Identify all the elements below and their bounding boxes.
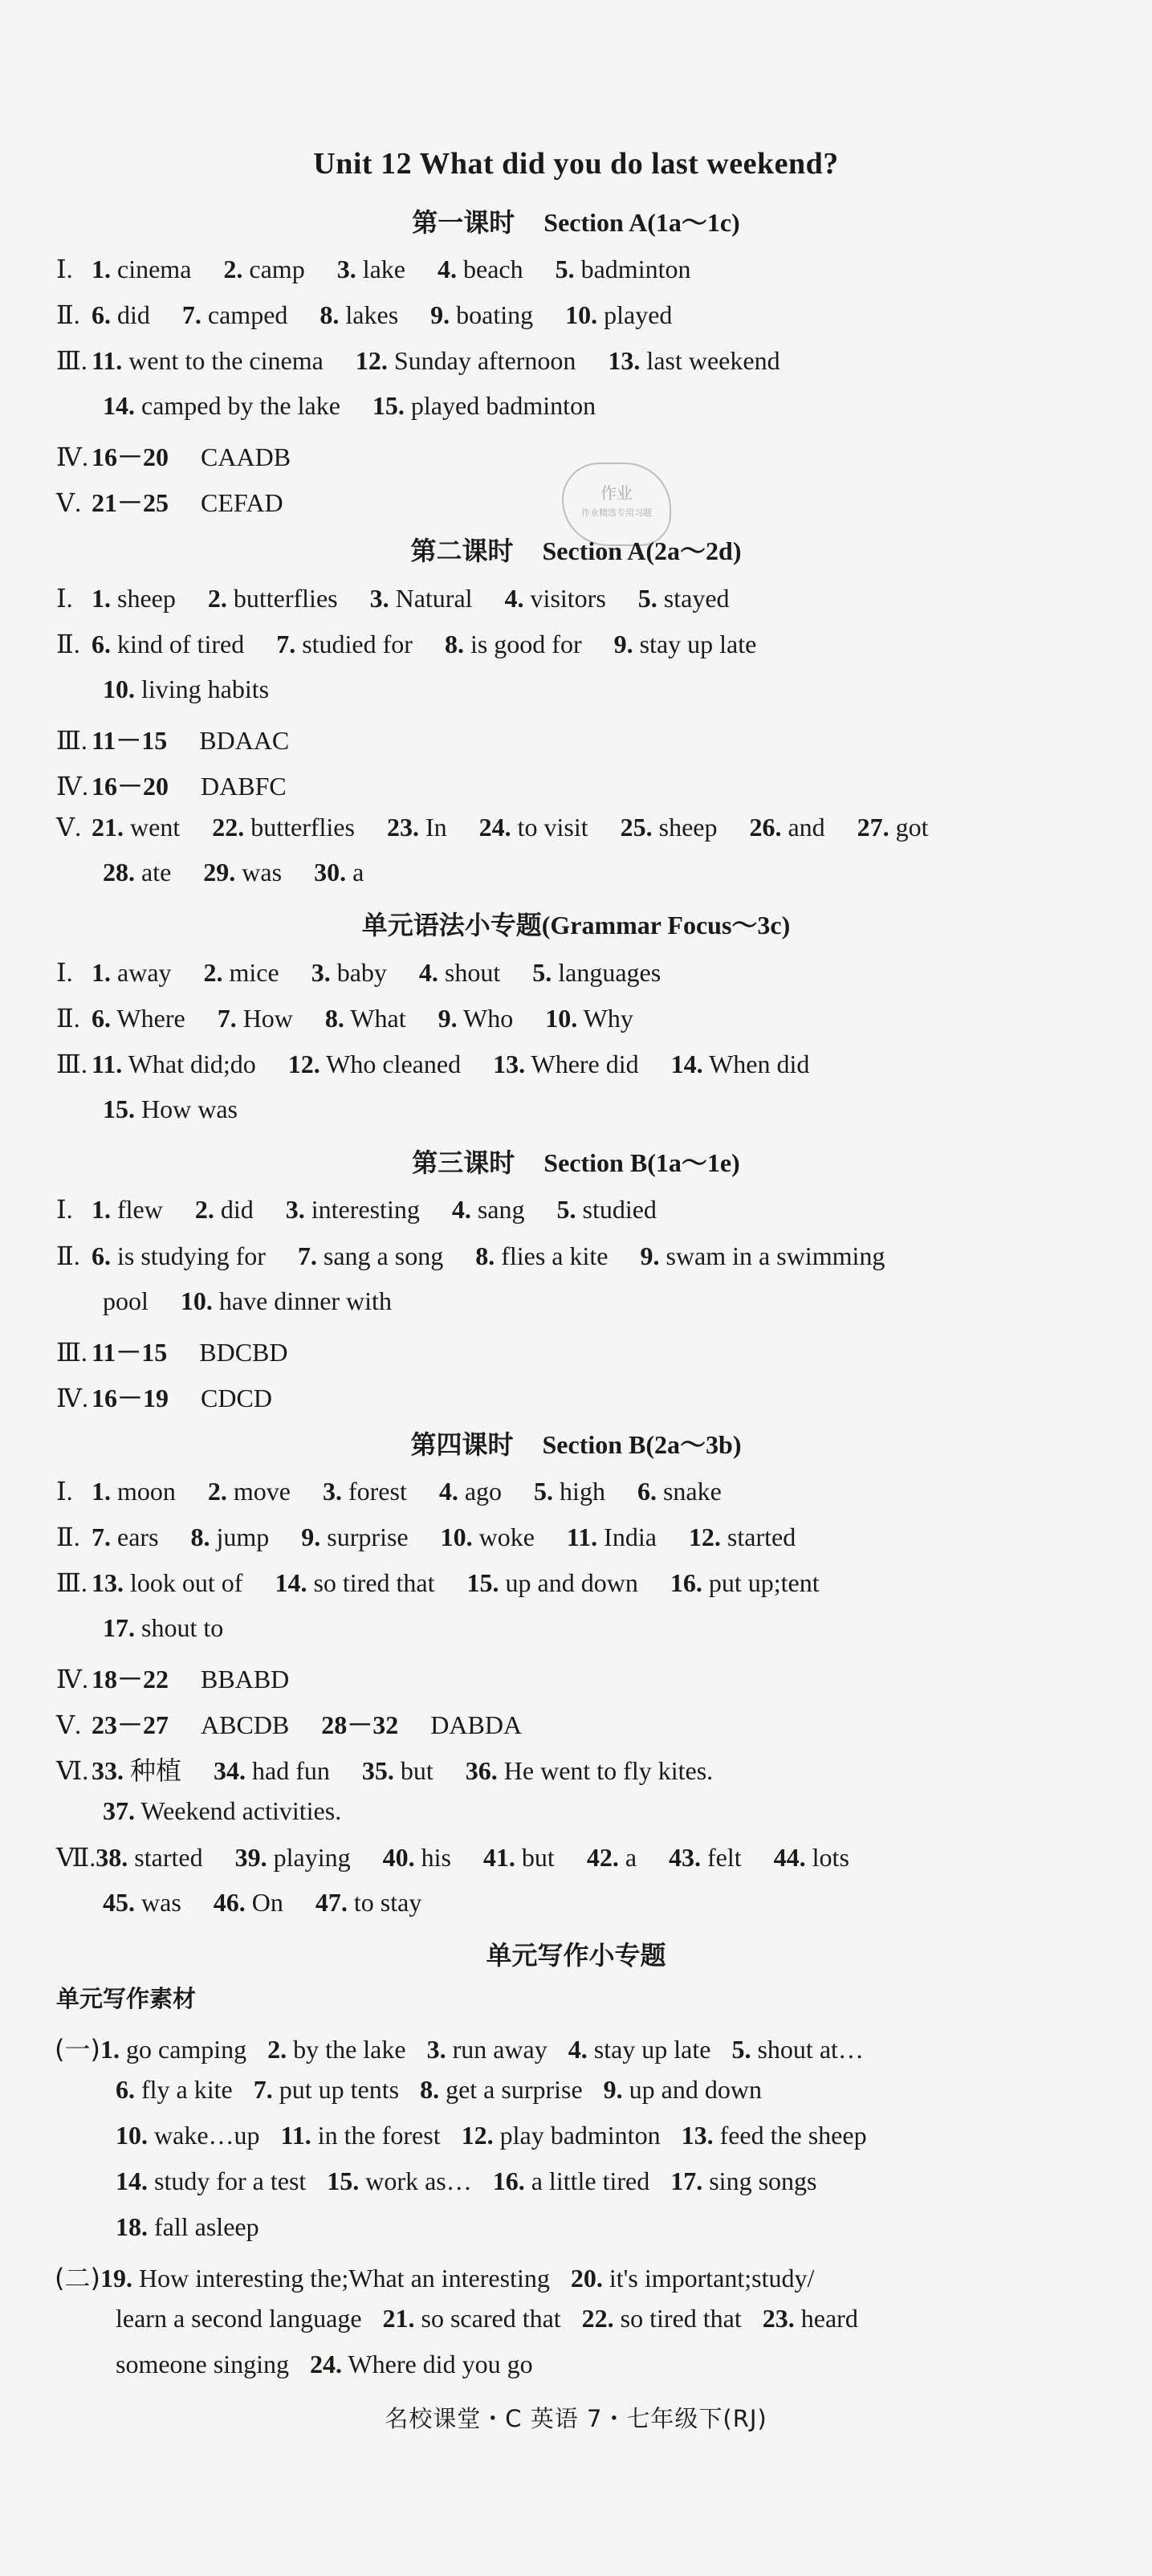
answer-line: 10. wake…up 11. in the forest 12. play badminton 13. feed the sheep <box>116 2121 867 2150</box>
section-heading-6: 单元写作小专题 <box>486 1940 666 1971</box>
answer-line: 28. ate 29. was 30. a <box>103 858 364 887</box>
answer-line: Ⅱ. 6. Where 7. How 8. What 9. Who 10. Why <box>56 1004 633 1033</box>
answer-line: Ⅴ. 21. went 22. butterflies 23. In 24. to visit 25. sheep 26. and 27. got <box>56 813 929 842</box>
answer-line: Ⅲ. 11－15 BDCBD <box>56 1338 288 1367</box>
answer-line: 37. Weekend activities. <box>103 1796 342 1825</box>
answer-line: Ⅰ. 1. flew 2. did 3. interesting 4. sang 5. studied <box>56 1195 657 1224</box>
answer-line: (二)19. How interesting the;What an interesting 20. it's important;study/ <box>55 2263 815 2293</box>
answer-line: Ⅳ. 16－20 CAADB <box>56 442 291 471</box>
answer-line: Ⅵ. 33. 种植 34. had fun 35. but 36. He went to fly kites. <box>56 1755 714 1786</box>
answer-line: someone singing 24. Where did you go <box>116 2350 533 2378</box>
answer-line: 15. How was <box>103 1094 238 1123</box>
answer-line: Ⅲ. 11. went to the cinema 12. Sunday afternoon 13. last weekend <box>56 346 780 375</box>
answer-line: Ⅳ. 16－19 CDCD <box>56 1384 272 1412</box>
answer-line: 14. study for a test 15. work as… 16. a little tired 17. sing songs <box>116 2166 817 2195</box>
answer-line: Ⅱ. 6. did 7. camped 8. lakes 9. boating 10. played <box>56 300 673 329</box>
answer-line: Ⅱ. 6. is studying for 7. sang a song 8. flies a kite 9. swam in a swimming <box>56 1241 885 1270</box>
answer-line: 18. fall asleep <box>116 2212 259 2241</box>
page-title: Unit 12 What did you do last weekend? <box>313 147 839 181</box>
answer-line: Ⅱ. 7. ears 8. jump 9. surprise 10. woke 11. India 12. started <box>56 1522 796 1551</box>
answer-line: (一)1. go camping 2. by the lake 3. run away 4. stay up late 5. shout at… <box>55 2034 864 2064</box>
answer-line: 17. shout to <box>103 1613 224 1642</box>
answer-line: 14. camped by the lake 15. played badminton <box>103 391 596 420</box>
answer-line: Ⅲ. 13. look out of 14. so tired that 15. up and down 16. put up;tent <box>56 1568 820 1597</box>
answer-line: Ⅳ. 18－22 BBABD <box>56 1665 290 1694</box>
page-footer: 名校课堂・C 英语 7・七年级下(RJ) <box>385 2405 767 2432</box>
answer-line: Ⅴ. 21－25 CEFAD <box>56 488 283 517</box>
answer-line: 10. living habits <box>103 675 270 703</box>
answer-line: Ⅰ. 1. moon 2. move 3. forest 4. ago 5. high 6. snake <box>56 1477 722 1506</box>
section-heading-3: 单元语法小专题(Grammar Focus～3c) <box>361 910 791 940</box>
answer-line: Ⅴ. 23－27 ABCDB 28－32 DABDA <box>56 1710 523 1739</box>
section-heading-5: 第四课时 Section B(2a～3b) <box>410 1429 742 1460</box>
answer-line: Ⅱ. 6. kind of tired 7. studied for 8. is good for 9. stay up late <box>56 630 757 658</box>
answer-line: Ⅲ. 11－15 BDAAC <box>56 726 290 755</box>
answer-line: Ⅰ. 1. away 2. mice 3. baby 4. shout 5. languages <box>56 958 661 987</box>
section-heading-1: 第一课时 Section A(1a～1c) <box>412 207 740 238</box>
answer-line: Ⅲ. 11. What did;do 12. Who cleaned 13. Where did 14. When did <box>56 1050 810 1078</box>
answer-line: Ⅰ. 1. sheep 2. butterflies 3. Natural 4. visitors 5. stayed <box>56 584 730 613</box>
answer-line: Ⅳ. 16－20 DABFC <box>56 772 287 801</box>
answer-line: Ⅶ.38. started 39. playing 40. his 41. but 42. a 43. felt 44. lots <box>56 1843 849 1872</box>
section-heading-2: 第二课时 Section A(2a～2d) <box>410 536 742 566</box>
answer-line: 6. fly a kite 7. put up tents 8. get a surprise 9. up and down <box>116 2075 762 2104</box>
answer-line: Ⅰ. 1. cinema 2. camp 3. lake 4. beach 5. badminton <box>56 255 691 283</box>
answer-line: 45. was 46. On 47. to stay <box>103 1888 422 1917</box>
writing-materials-heading: 单元写作素材 <box>56 1985 197 2012</box>
answer-line: learn a second language 21. so scared that 22. so tired that 23. heard <box>116 2304 858 2333</box>
answer-line: pool 10. have dinner with <box>103 1286 392 1315</box>
section-heading-4: 第三课时 Section B(1a～1e) <box>412 1147 740 1178</box>
watermark-stamp: 作业 作业精选专用习题 <box>562 463 671 546</box>
